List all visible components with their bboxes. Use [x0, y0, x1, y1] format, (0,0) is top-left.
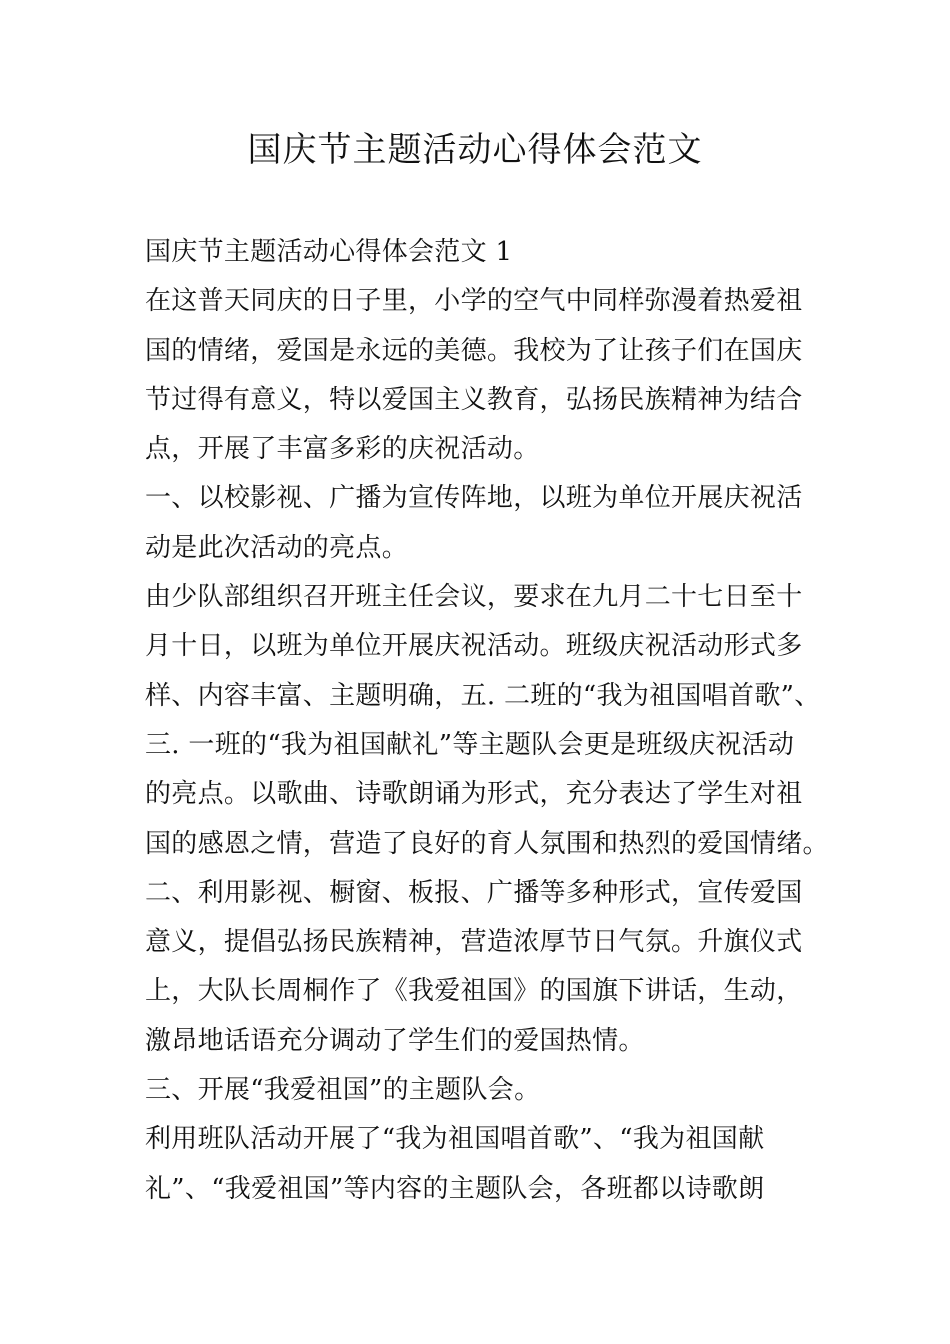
text-line: 意义，提倡弘扬民族精神，营造浓厚节日气氛。升旗仪式 — [145, 927, 803, 958]
text-line: 国的感恩之情，营造了良好的育人氛围和热烈的爱国情绪。 — [145, 828, 829, 859]
text-line: 点，开展了丰富多彩的庆祝活动。 — [145, 434, 540, 465]
document-title: 国庆节主题活动心得体会范文 — [247, 130, 703, 170]
text-line: 国庆节主题活动心得体会范文 1 — [145, 237, 513, 267]
text-line: 二、利用影视、橱窗、板报、广播等多种形式，宣传爱国 — [145, 877, 803, 908]
text-line: 三、开展“我爱祖国”的主题队会。 — [145, 1075, 541, 1106]
text-line: 在这普天同庆的日子里，小学的空气中同样弥漫着热爱祖 — [145, 286, 803, 317]
text-line: 一、以校影视、广播为宣传阵地，以班为单位开展庆祝活 — [145, 483, 803, 514]
text-line: 上，大队长周桐作了《我爱祖国》的国旗下讲话，生动， — [145, 976, 803, 1007]
text-line: 由少队部组织召开班主任会议，要求在九月二十七日至十 — [145, 582, 803, 613]
text-line: 动是此次活动的亮点。 — [145, 532, 409, 563]
text-line: 的亮点。以歌曲、诗歌朗诵为形式，充分表达了学生对祖 — [145, 779, 803, 810]
text-line: 月十日，以班为单位开展庆祝活动。班级庆祝活动形式多 — [145, 631, 803, 662]
text-line: 礼”、“我爱祖国”等内容的主题队会，各班都以诗歌朗 — [145, 1173, 765, 1204]
text-line: 激昂地话语充分调动了学生们的爱国热情。 — [145, 1025, 645, 1056]
document-body — [145, 228, 835, 1214]
text-line: 国的情绪，爱国是永远的美德。我校为了让孩子们在国庆 — [145, 335, 803, 366]
text-line: 节过得有意义，特以爱国主义教育，弘扬民族精神为结合 — [145, 384, 803, 415]
text-line: 样、内容丰富、主题明确，五. 二班的“我为祖国唱首歌”、 — [145, 680, 821, 711]
text-line: 利用班队活动开展了“我为祖国唱首歌”、“我为祖国献 — [145, 1124, 765, 1155]
text-line: 三. 一班的“我为祖国献礼”等主题队会更是班级庆祝活动 — [145, 729, 795, 760]
